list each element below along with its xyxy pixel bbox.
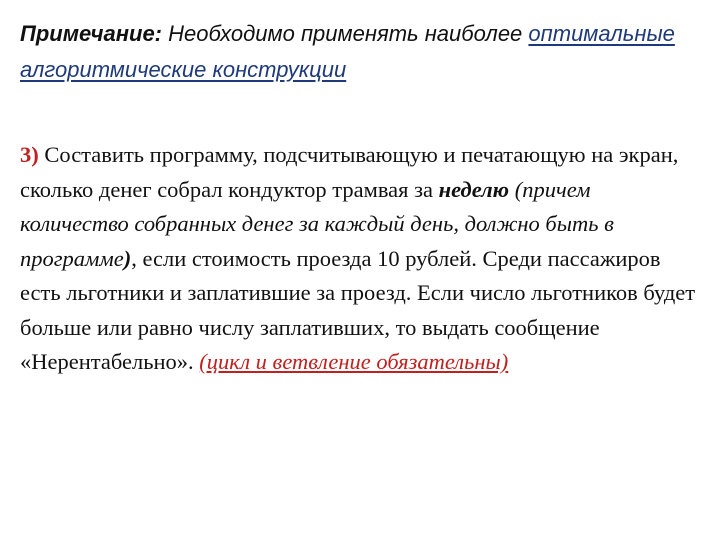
note-label: Примечание:: [20, 21, 163, 46]
task-hint: (цикл и ветвление обязательны): [199, 349, 509, 374]
note-paragraph: [20, 16, 710, 88]
task-week: неделю: [438, 176, 510, 202]
note-text: Необходимо применять наиболее: [162, 21, 529, 46]
task-text-part2: (причем количество собранных денег за каждый день, должно быть в программе: [20, 176, 614, 271]
task-text-part3: , если стоимость проезда 10 рублей. Среди пассажиров есть льготники и заплатившие за проезд. Если число льготников будет больше или равно числу заплативших, то выдать сообщение «Нерентабельно».: [20, 245, 696, 374]
task-text-part1: Составить программу, подсчитывающую и печатающую на экран, сколько денег собрал кондуктор трамвая за: [20, 142, 679, 202]
task-paren-close: ): [123, 245, 132, 271]
task-paragraph: [20, 138, 700, 380]
note-highlight: оптимальные алгоритмические конструкции: [20, 21, 675, 82]
task-number: 3): [20, 142, 39, 167]
